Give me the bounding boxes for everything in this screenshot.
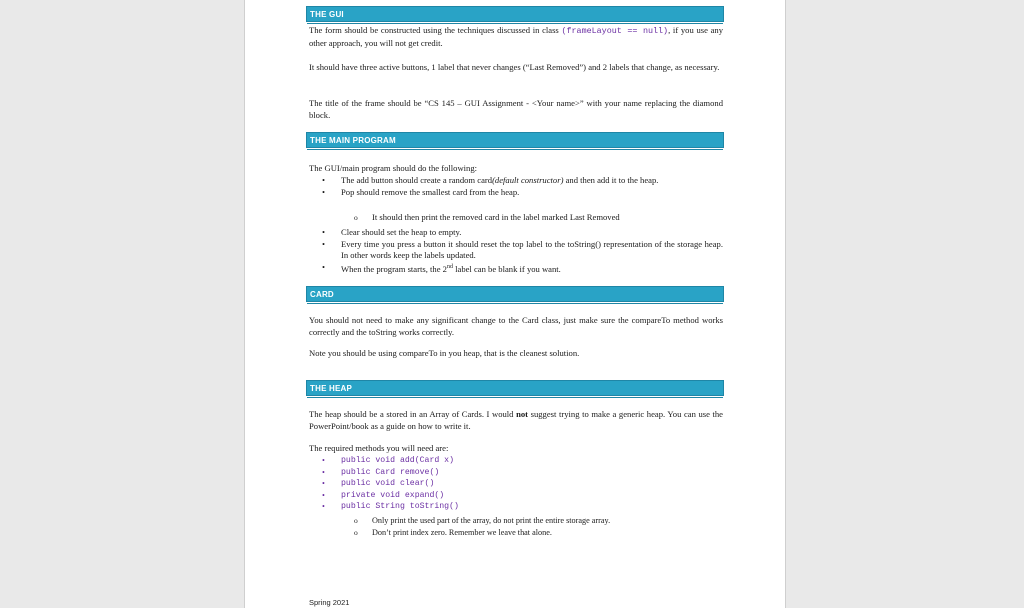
document-page [244,0,786,608]
list-item: • public void add(Card x) [309,455,723,467]
list-item: • Pop should remove the smallest card from the heap. [309,187,723,199]
list-item: • The add button should create a random card(default constructor) and then add it to the heap. [309,175,723,187]
main-bullet-list [309,175,723,198]
heap-paragraph-1: The heap should be a stored in an Array of Cards. I would not suggest trying to make a generic heap. You can use the PowerPoint/book as a guide on how to write it. [309,409,723,431]
card-paragraph-1: You should not need to make any significant change to the Card class, just make sure the compareTo method works correctly and the toString works correctly. [309,315,723,337]
page-footer: Spring 2021 [309,598,350,607]
heap-paragraph-2: The required methods you will need are: [309,443,449,453]
section-header-card: CARD [306,286,724,302]
section-header-gui: THE GUI [306,6,724,22]
card-paragraph-2: Note you should be using compareTo in you heap, that is the cleanest solution. [309,348,580,358]
heap-method-list [309,455,723,513]
list-item: • private void expand() [309,490,723,502]
list-item: • public void clear() [309,478,723,490]
main-sub-list [309,212,723,224]
section-header-heap: THE HEAP [306,380,724,396]
list-item: • Clear should set the heap to empty. [309,227,723,239]
heap-sub-list [309,515,723,538]
list-item: o It should then print the removed card in the label marked Last Removed [309,212,723,224]
gui-paragraph-2: It should have three active buttons, 1 label that never changes (“Last Removed”) and 2 labels that change, as necessary. [309,62,720,72]
gui-paragraph-3: The title of the frame should be “CS 145 – GUI Assignment - <Your name>” with your name replacing the diamond block. [309,98,723,120]
list-item: • public Card remove() [309,467,723,479]
section-header-main-program: THE MAIN PROGRAM [306,132,724,148]
main-bullet-list-2 [309,227,723,275]
main-intro: The GUI/main program should do the following: [309,163,478,173]
list-item: o Don’t print index zero. Remember we leave that alone. [309,527,723,539]
list-item: o Only print the used part of the array, do not print the entire storage array. [309,515,723,527]
gui-code-snippet: (frameLayout == null) [561,26,669,36]
list-item: • When the program starts, the 2nd label can be blank if you want. [309,262,723,275]
gui-paragraph-1: The form should be constructed using the techniques discussed in class (frameLayout == null), if you use any other approach, you will not get credit. [309,25,723,48]
list-item: • Every time you press a button it should reset the top label to the toString() representation of the storage heap. In other words keep the labels updated. [309,239,723,262]
list-item: • public String toString() [309,501,723,513]
